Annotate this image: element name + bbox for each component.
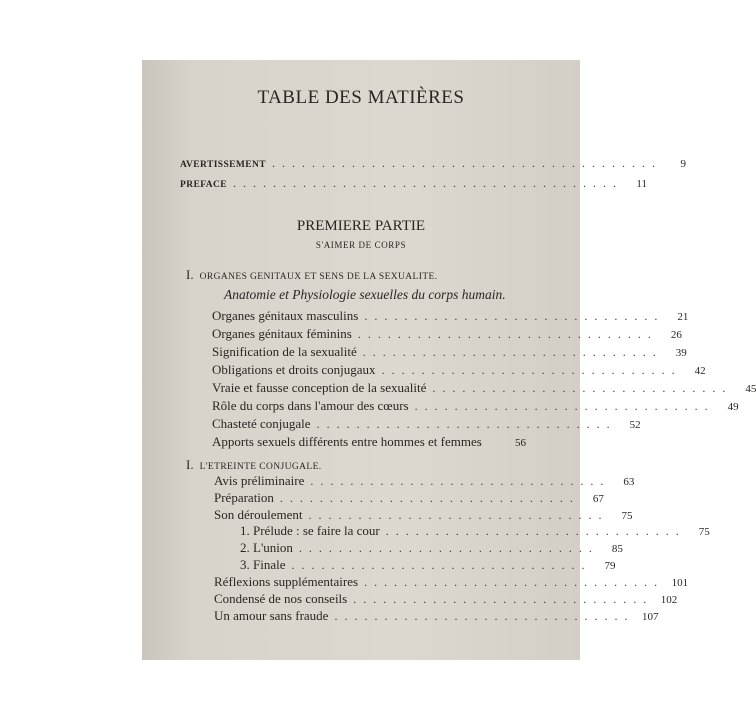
toc-entry-label: Chasteté conjugale (212, 416, 311, 431)
toc-entry-page: 52 (629, 419, 641, 431)
toc-entry (212, 398, 739, 414)
toc-entry-page: 21 (677, 311, 689, 323)
toc-entry-label: 1. Prélude : se faire la cour (240, 523, 380, 538)
toc-entry-label: Vraie et fausse conception de la sexualité (212, 380, 427, 395)
toc-entry (212, 344, 687, 360)
toc-entry (240, 540, 623, 556)
toc-entry-page: 26 (670, 329, 682, 341)
toc-entry (240, 557, 616, 573)
dot-leader: .............................. (364, 309, 665, 323)
toc-entry (212, 380, 756, 396)
toc-entry-label: Son déroulement (214, 507, 303, 522)
toc-entry-page: 11 (636, 178, 647, 190)
dot-leader: .............................. (362, 345, 663, 359)
dot-leader: .............................. (432, 381, 733, 395)
toc-entry-label: Apports sexuels différents entre hommes et femmes (212, 434, 482, 449)
toc-entry-page: 39 (675, 347, 687, 359)
toc-entry-label: Avis préliminaire (214, 473, 305, 488)
toc-entry-label: Organes génitaux féminins (212, 326, 352, 341)
toc-entry (214, 574, 689, 590)
toc-entry-label: Réflexions supplémentaires (214, 574, 359, 589)
book-page (142, 60, 756, 660)
toc-entry (212, 308, 689, 324)
dot-leader: .............................. (291, 558, 592, 572)
toc-entry (214, 507, 633, 523)
toc-entry-label: Signification de la sexualité (212, 344, 357, 359)
toc-entry-label: 2. L'union (240, 540, 293, 555)
dot-leader: .............................. (316, 417, 617, 431)
toc-entry-page: 79 (604, 560, 616, 572)
toc-entry-page: 107 (641, 611, 659, 623)
toc-entry-label: Préparation (214, 490, 274, 505)
toc-entry-page: 42 (694, 365, 706, 377)
toc-entry (212, 416, 641, 432)
toc-entry (214, 473, 635, 489)
chapter-heading-1 (186, 267, 438, 283)
toc-entry (212, 326, 682, 342)
toc-entry (212, 362, 706, 378)
toc-entry-label: Obligations et droits conjugaux (212, 362, 376, 377)
chapter-title: L'ETREINTE CONJUGALE. (199, 462, 322, 472)
toc-entry-page: 101 (671, 577, 689, 589)
toc-entry-page: 75 (698, 526, 710, 538)
part-subtitle: S'AIMER DE CORPS (315, 240, 407, 250)
toc-entry-label: Rôle du corps dans l'amour des cœurs (212, 398, 409, 413)
toc-entry-label: 3. Finale (240, 557, 286, 572)
chapter-subtitle: Anatomie et Physiologie sexuelles du corps humain. (224, 287, 506, 302)
toc-entry-page: 67 (592, 493, 604, 505)
dot-leader: ....................................... (272, 156, 662, 170)
toc-entry (214, 608, 659, 624)
toc-entry-page: 56 (515, 437, 526, 449)
dot-leader: .............................. (364, 575, 665, 589)
toc-entry-label: PREFACE (180, 180, 227, 190)
toc-entry-label: Organes génitaux masculins (212, 308, 359, 323)
toc-entry (212, 434, 526, 450)
toc-entry (240, 523, 710, 539)
dot-leader: ....................................... (232, 176, 623, 190)
toc-entry (214, 591, 678, 607)
toc-entry-preface (180, 176, 647, 191)
toc-entry-page: 45 (745, 383, 756, 395)
toc-entry-label: AVERTISSEMENT (180, 160, 266, 170)
chapter-heading-2 (186, 457, 322, 473)
toc-entry (214, 490, 604, 506)
dot-leader: .............................. (279, 491, 580, 505)
page-title: TABLE DES MATIÈRES (257, 87, 465, 108)
chapter-numeral: I. (186, 267, 194, 282)
dot-leader: .............................. (298, 541, 599, 555)
toc-entry-page: 85 (611, 543, 623, 555)
chapter-numeral: I. (186, 457, 194, 472)
chapter-title: ORGANES GENITAUX ET SENS DE LA SEXUALITE. (199, 272, 438, 282)
toc-entry-avertissement (180, 156, 686, 171)
toc-entry-label: Condensé de nos conseils (214, 591, 348, 606)
dot-leader: .............................. (334, 609, 635, 623)
dot-leader: .............................. (357, 327, 658, 341)
part-title: PREMIERE PARTIE (296, 218, 426, 234)
dot-leader: .............................. (414, 399, 715, 413)
toc-entry-page: 9 (680, 158, 686, 170)
toc-entry-page: 63 (623, 476, 635, 488)
dot-leader: .............................. (353, 592, 654, 606)
dot-leader: .............................. (310, 474, 611, 488)
toc-entry-page: 102 (660, 594, 678, 606)
dot-leader: .............................. (381, 363, 682, 377)
dot-leader: .............................. (308, 508, 609, 522)
dot-leader: .............................. (385, 524, 686, 538)
toc-entry-page: 75 (621, 510, 633, 522)
toc-entry-label: Un amour sans fraude (214, 608, 329, 623)
toc-entry-page: 49 (727, 401, 739, 413)
